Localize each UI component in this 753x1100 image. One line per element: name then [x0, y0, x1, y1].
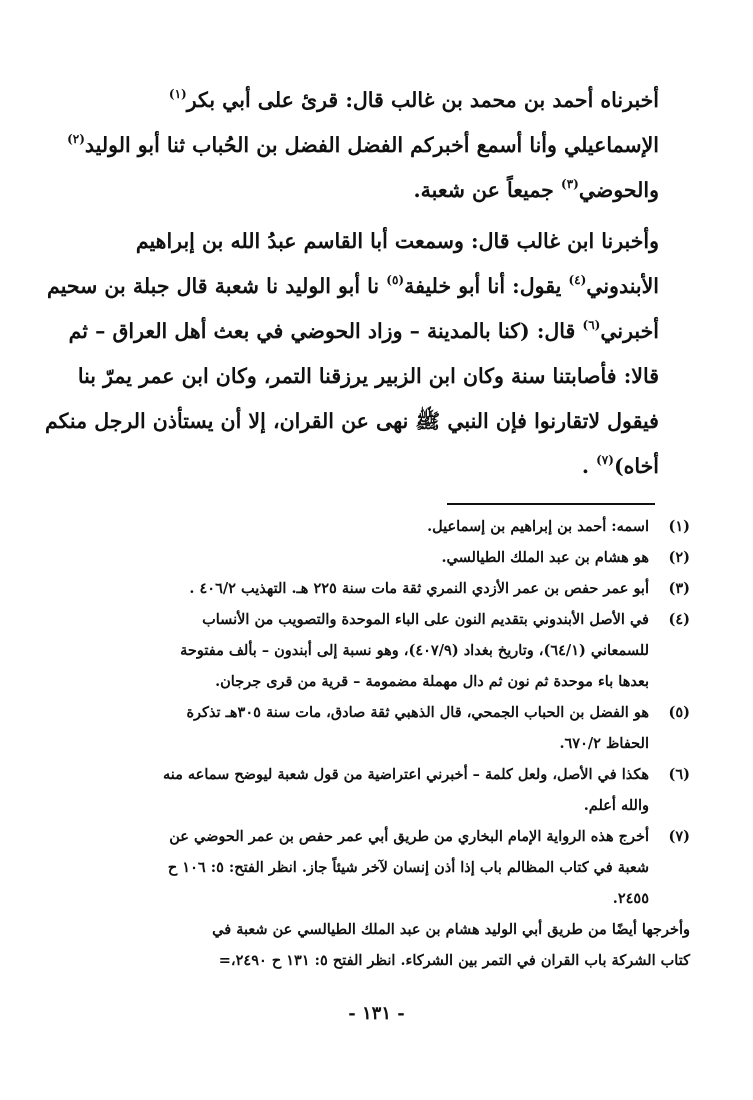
- text-line: فيقول لاتقارنوا فإن النبي ﷺ نهى عن القران، إلا أن يستأذن الرجل منكم: [44, 409, 659, 433]
- footnote-separator: [447, 503, 655, 505]
- footnote-item: [88, 821, 690, 914]
- text-line: أخبرناه أحمد بن محمد بن غالب قال: قرئ على أبي بكر$^{(١)}$: [168, 87, 659, 112]
- footnote-item: [88, 573, 690, 604]
- text-line: وأخبرنا ابن غالب قال: وسمعت أبا القاسم عبدُ الله بن إبراهيم: [135, 229, 659, 253]
- text-line: أخاه)$^{(٧)}$ .: [581, 453, 659, 478]
- footnote-text: أبو عمر حفص بن عمر الأزدي النمري ثقة مات سنة ٢٢٥ هـ. التهذيب ٤٠٦/٢ .: [189, 580, 649, 597]
- text-line: أخبرني$^{(٦)}$ قال: (كنا بالمدينة – وزاد الحوضي في بعث أهل العراق – ثم: [68, 318, 659, 343]
- footnote-marker: (٣): [561, 177, 579, 191]
- footnote-text: اسمه: أحمد بن إبراهيم بن إسماعيل.: [427, 518, 649, 535]
- text-line: والحوضي$^{(٣)}$ جميعاً عن شعبة.: [413, 177, 659, 202]
- footnote-text: هو الفضل بن الحباب الجمحي، قال الذهبي ثقة صادق، مات سنة ٣٠٥هـ تذكرة الحفاظ ٦٧٠/٢.: [186, 704, 649, 752]
- text-line: الأبندوني$^{(٤)}$ يقول: أنا أبو خليفة$^{(٥)}$ نا أبو الوليد نا شعبة قال جبلة بن سحيم: [47, 273, 659, 298]
- paragraph-2: [44, 219, 659, 489]
- footnotes: [88, 511, 690, 976]
- text-line: الإسماعيلي وأنا أسمع أخبركم الفضل الفضل بن الحُباب ثنا أبو الوليد$^{(٢)}$: [67, 132, 659, 157]
- main-text: [44, 78, 659, 489]
- footnote-number: (٢): [668, 549, 690, 566]
- footnote-number: (٦): [668, 766, 690, 783]
- footnote-marker: (٢): [67, 132, 85, 146]
- footnote-continuation: وأخرجها أيضًا من طريق أبي الوليد هشام بن عبد الملك الطيالسي عن شعبة في كتاب الشركة باب القران في التمر بين الشركاء. انظر الفتح ٥: ١٣١ ح ٢٤٩٠،=: [212, 921, 690, 969]
- footnote-text: هو هشام بن عبد الملك الطيالسي.: [441, 549, 649, 566]
- footnote-number: (٥): [668, 704, 690, 721]
- footnote-marker: (٦): [582, 318, 601, 332]
- footnote-item: [88, 604, 690, 697]
- footnote-number: (٧): [668, 828, 690, 845]
- text-line: قالا: فأصابتنا سنة وكان ابن الزبير يرزقنا التمر، وكان ابن عمر يمرّ بنا: [77, 364, 659, 388]
- page-number: - ١٣١ -: [348, 1003, 405, 1024]
- footnote-item: [88, 511, 690, 542]
- footnote-number: (٤): [668, 611, 690, 628]
- footnote-item: [88, 759, 690, 821]
- footnote-marker: (٥): [386, 273, 405, 287]
- footnote-item: [88, 697, 690, 759]
- footnote-item: [88, 542, 690, 573]
- footnote-marker: (١): [168, 87, 187, 101]
- footnote-number: (١): [668, 518, 690, 535]
- footnote-text: أخرج هذه الرواية الإمام البخاري من طريق أبي عمر حفص بن عمر الحوضي عن شعبة في كتاب المظالم باب إذا أذن إنسان لآخر شيئاً جاز. انظر الفتح: ٥: ١٠٦ ح ٢٤٥٥.: [167, 828, 649, 907]
- footnote-text: في الأصل الأبندوني بتقديم النون على الباء الموحدة والتصويب من الأنساب للسمعاني (٦٤/١)، وتاريخ بغداد (٤٠٧/٩)، وهو نسبة إلى أبندون – بألف مفتوحة بعدها باء موحدة ثم نون ثم دال مهملة مضمومة – قرية من قرى جرجان.: [180, 611, 649, 690]
- footnote-text: هكذا في الأصل، ولعل كلمة – أخبرني اعتراضية من قول شعبة ليوضح سماعه منه والله أعلم.: [162, 766, 649, 814]
- paragraph-1: [67, 78, 659, 213]
- footnote-number: (٣): [668, 580, 690, 597]
- footnote-marker: (٧): [596, 453, 614, 467]
- footnote-marker: (٤): [568, 273, 587, 287]
